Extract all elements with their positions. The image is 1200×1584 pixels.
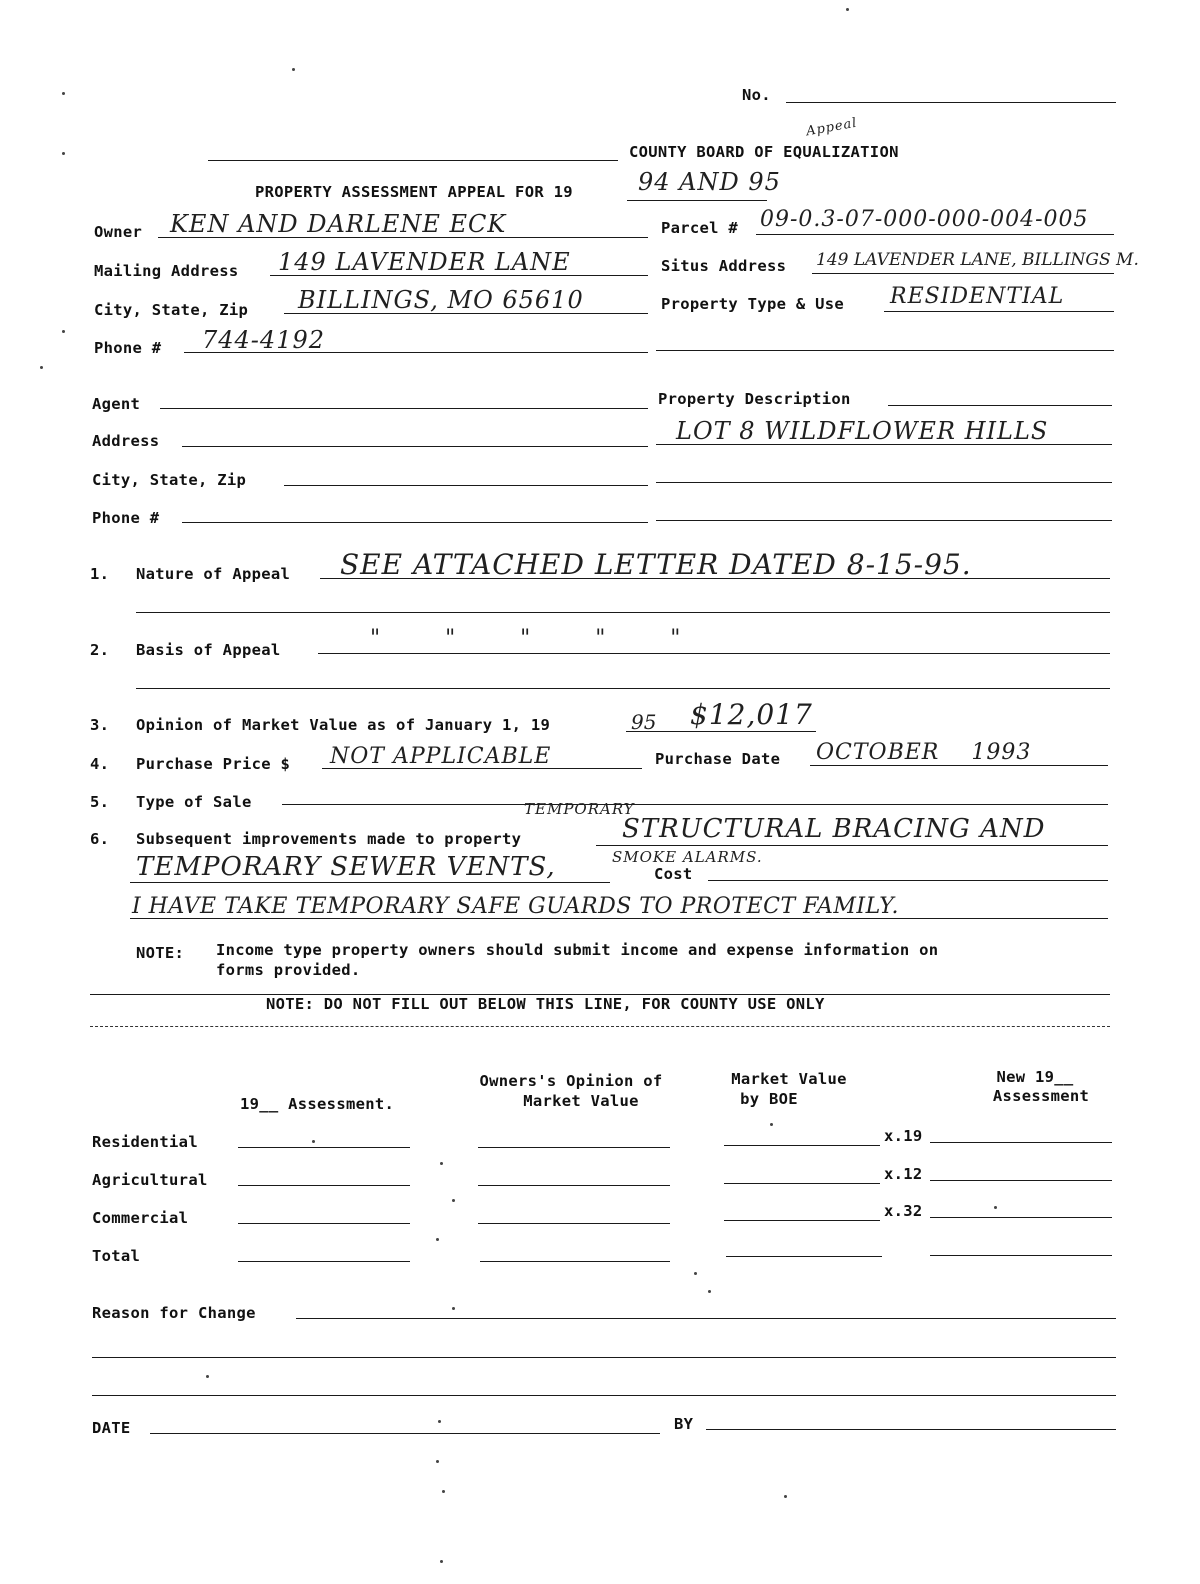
scan-speck	[40, 366, 43, 369]
owner-label: Owner	[94, 223, 143, 241]
type-label: Property Type & Use	[661, 295, 845, 313]
scan-speck	[438, 1420, 441, 1423]
date-value: OCTOBER 1993	[816, 740, 1032, 765]
scan-speck	[206, 1375, 209, 1378]
scan-speck	[784, 1495, 787, 1498]
reason-label: Reason for Change	[92, 1304, 256, 1322]
county-note: NOTE: DO NOT FILL OUT BELOW THIS LINE, FOR COUNTY USE ONLY	[266, 995, 825, 1013]
scan-speck	[440, 1560, 443, 1563]
row-agricultural-assessment[interactable]	[238, 1185, 410, 1186]
basis-field-2[interactable]	[136, 688, 1110, 689]
improve-line2: TEMPORARY SEWER VENTS,	[136, 852, 556, 882]
scan-speck	[846, 8, 849, 11]
row-agricultural-label: Agricultural	[92, 1171, 208, 1189]
separator-dashed	[90, 1026, 1110, 1027]
row-commercial-opinion[interactable]	[478, 1223, 670, 1224]
desc-value: LOT 8 WILDFLOWER HILLS	[676, 417, 1049, 445]
blank-field-right[interactable]	[656, 350, 1114, 351]
note-text-2: forms provided.	[216, 961, 361, 979]
item5-number: 5.	[90, 793, 110, 811]
row-total-assessment[interactable]	[238, 1261, 410, 1262]
row-commercial-assessment[interactable]	[238, 1223, 410, 1224]
scan-speck	[442, 1490, 445, 1493]
item2-number: 2.	[90, 641, 110, 659]
type-value: RESIDENTIAL	[890, 284, 1065, 309]
improve-smoke: SMOKE ALARMS.	[612, 848, 763, 866]
scan-speck	[436, 1460, 439, 1463]
situs-label: Situs Address	[661, 257, 787, 275]
appeal-years-field[interactable]	[627, 200, 767, 201]
no-field[interactable]	[786, 102, 1116, 103]
row-agricultural-new[interactable]	[930, 1180, 1112, 1181]
scan-speck	[62, 330, 65, 333]
note-label: NOTE:	[136, 944, 185, 962]
row-residential-boe[interactable]	[724, 1145, 880, 1146]
scan-speck	[292, 68, 295, 71]
scan-speck	[452, 1307, 455, 1310]
desc-field[interactable]	[888, 405, 1112, 406]
scan-speck	[312, 1140, 315, 1143]
row-residential-assessment[interactable]	[238, 1147, 410, 1148]
item4-number: 4.	[90, 755, 110, 773]
scan-speck	[770, 1123, 773, 1126]
city-label: City, State, Zip	[94, 301, 249, 319]
mailing-value: 149 LAVENDER LANE	[278, 248, 571, 276]
agent-address-field[interactable]	[182, 446, 648, 447]
board-label: COUNTY BOARD OF EQUALIZATION	[629, 143, 899, 161]
item1-number: 1.	[90, 565, 110, 583]
improve-field[interactable]	[596, 845, 1108, 846]
col-opinion-header-2: Market Value	[523, 1092, 639, 1110]
col-boe-header-2: by BOE	[740, 1090, 798, 1108]
agent-address-label: Address	[92, 432, 160, 450]
no-label: No.	[742, 86, 771, 104]
scan-speck	[708, 1290, 711, 1293]
basis-field[interactable]	[318, 653, 1110, 654]
date-field[interactable]	[810, 765, 1108, 766]
by-label: BY	[674, 1415, 694, 1433]
desc-field-3[interactable]	[656, 482, 1112, 483]
item6-number: 6.	[90, 830, 110, 848]
improve-insert: TEMPORARY	[524, 800, 635, 818]
row-commercial-new[interactable]	[930, 1217, 1112, 1218]
row-agricultural-opinion[interactable]	[478, 1185, 670, 1186]
owner-value: KEN AND DARLENE ECK	[170, 210, 507, 238]
basis-label: Basis of Appeal	[136, 641, 281, 659]
city-value: BILLINGS, MO 65610	[298, 286, 584, 314]
scan-speck	[436, 1238, 439, 1241]
improve-field-2[interactable]	[130, 882, 610, 883]
desc-label: Property Description	[658, 390, 851, 408]
nature-label: Nature of Appeal	[136, 565, 291, 583]
row-commercial-boe[interactable]	[724, 1220, 880, 1221]
phone-value: 744-4192	[202, 326, 325, 354]
row-residential-new[interactable]	[930, 1142, 1112, 1143]
cost-field[interactable]	[708, 880, 1108, 881]
note-text-1: Income type property owners should submit income and expense information on	[216, 941, 939, 959]
agent-city-label: City, State, Zip	[92, 471, 247, 489]
row-residential-label: Residential	[92, 1133, 198, 1151]
scan-speck	[452, 1199, 455, 1202]
mailing-label: Mailing Address	[94, 262, 239, 280]
agent-city-field[interactable]	[284, 485, 648, 486]
sale-field[interactable]	[282, 804, 1108, 805]
row-commercial-mult: x.32	[884, 1202, 923, 1220]
board-overwrite: Appeal	[805, 115, 859, 140]
row-residential-opinion[interactable]	[478, 1147, 670, 1148]
row-residential-mult: x.19	[884, 1127, 923, 1145]
improve-field-3[interactable]	[130, 918, 1108, 919]
opinion-field[interactable]	[626, 731, 816, 732]
col-opinion-header-1: Owners's Opinion of	[479, 1072, 663, 1090]
scan-speck	[994, 1206, 997, 1209]
col-new-header-2: Assessment	[992, 1087, 1090, 1105]
scan-speck	[62, 152, 65, 155]
scan-speck	[62, 92, 65, 95]
col-assessment-header: 19__ Assessment.	[240, 1095, 395, 1113]
agent-label: Agent	[92, 395, 141, 413]
row-agricultural-mult: x.12	[884, 1165, 923, 1183]
item3-number: 3.	[90, 716, 110, 734]
phone-label: Phone #	[94, 339, 162, 357]
nature-field-2[interactable]	[136, 612, 1110, 613]
nature-value: SEE ATTACHED LETTER DATED 8-15-95.	[340, 548, 972, 581]
improve-line3: I HAVE TAKE TEMPORARY SAFE GUARDS TO PROTECT FAMILY.	[132, 894, 899, 919]
situs-value: 149 LAVENDER LANE, BILLINGS M.	[816, 250, 1139, 270]
appeal-title: PROPERTY ASSESSMENT APPEAL FOR 19	[255, 183, 573, 201]
row-total-new[interactable]	[930, 1255, 1112, 1256]
agent-phone-label: Phone #	[92, 509, 160, 527]
basis-value: " " " " "	[370, 626, 682, 651]
date-bottom-field[interactable]	[150, 1433, 660, 1434]
date-label: Purchase Date	[655, 750, 781, 768]
row-total-opinion[interactable]	[480, 1261, 670, 1262]
agent-phone-field[interactable]	[182, 522, 648, 523]
situs-field[interactable]	[812, 273, 1114, 274]
desc-field-4[interactable]	[656, 520, 1112, 521]
cost-label: Cost	[654, 865, 693, 883]
reason-field[interactable]	[296, 1318, 1116, 1319]
reason-field-3[interactable]	[92, 1395, 1116, 1396]
scan-speck	[694, 1272, 697, 1275]
parcel-field[interactable]	[756, 234, 1114, 235]
agent-field[interactable]	[160, 408, 648, 409]
opinion-label: Opinion of Market Value as of January 1, 19	[136, 716, 551, 734]
reason-field-2[interactable]	[92, 1357, 1116, 1358]
appeal-years-value: 94 AND 95	[638, 168, 781, 196]
row-commercial-label: Commercial	[92, 1209, 189, 1227]
county-name-field[interactable]	[208, 160, 618, 161]
by-field[interactable]	[706, 1429, 1116, 1430]
parcel-value: 09-0.3-07-000-000-004-005	[760, 207, 1089, 232]
opinion-value: $12,017	[690, 698, 813, 731]
date-bottom-label: DATE	[92, 1419, 131, 1437]
row-total-label: Total	[92, 1247, 141, 1265]
scan-speck	[440, 1162, 443, 1165]
improve-line1: STRUCTURAL BRACING AND	[622, 814, 1046, 844]
improve-label: Subsequent improvements made to property	[136, 830, 522, 848]
col-boe-header-1: Market Value	[731, 1070, 847, 1088]
price-value: NOT APPLICABLE	[330, 744, 552, 769]
price-label: Purchase Price $	[136, 755, 291, 773]
row-agricultural-boe[interactable]	[724, 1183, 880, 1184]
parcel-label: Parcel #	[661, 219, 739, 237]
sale-label: Type of Sale	[136, 793, 252, 811]
type-field[interactable]	[884, 311, 1114, 312]
col-new-header-1: New 19__	[996, 1068, 1074, 1086]
row-total-boe[interactable]	[726, 1256, 882, 1257]
opinion-year: 95	[631, 710, 657, 734]
